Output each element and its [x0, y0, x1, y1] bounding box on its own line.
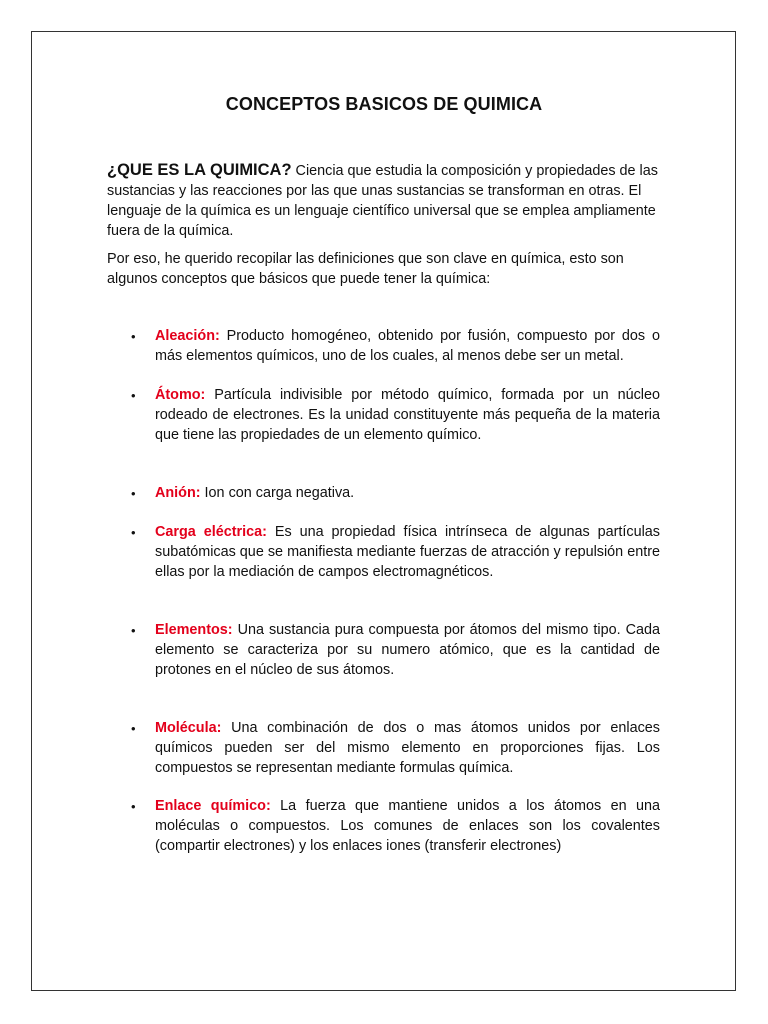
bullet-icon: •: [131, 623, 136, 638]
intro-text: Ciencia que estudia la composición y propiedades de las sustancias y las reacciones por las que unas sustancias se transforman en otras. El lenguaje de la química es un lenguaje científico universal que se emplea ampliamente fuera de la química.: [107, 163, 658, 239]
concept-term: Enlace químico:: [155, 798, 271, 814]
concept-definition: Una combinación de dos o mas átomos unidos por enlaces químicos pueden ser del mismo elemento en proporciones fijas. Los compuestos se representan mediante formulas química.: [155, 720, 660, 776]
document-title: CONCEPTOS BASICOS DE QUIMICA: [225, 94, 543, 114]
concept-body: [155, 386, 660, 445]
concept-item-molecula: [131, 719, 660, 778]
concept-term: Átomo:: [155, 387, 206, 403]
concept-term: Elementos:: [155, 622, 233, 638]
concept-term: Carga eléctrica:: [155, 524, 267, 540]
concept-item-carga-electrica: [131, 523, 660, 582]
concept-term: Aleación:: [155, 328, 220, 344]
bullet-icon: •: [131, 525, 136, 540]
concept-body: [155, 719, 660, 778]
concept-term: Molécula:: [155, 720, 222, 736]
concept-term: Anión:: [155, 485, 201, 501]
concept-item-elementos: [131, 621, 660, 680]
concept-body: [155, 484, 660, 504]
bullet-icon: •: [131, 388, 136, 403]
concept-body: [155, 621, 660, 680]
concept-item-atomo: [131, 386, 660, 445]
concept-definition: La fuerza que mantiene unidos a los átomos en una moléculas o compuestos. Los comunes de enlaces son los covalentes (compartir electrones) y los enlaces iones (transferir electrones): [155, 798, 660, 854]
intro-paragraph: [107, 160, 660, 241]
intro-second-paragraph: Por eso, he querido recopilar las definiciones que son clave en química, esto son algunos conceptos que básicos que puede tener la química:: [107, 251, 624, 287]
bullet-icon: •: [131, 799, 136, 814]
concept-definition: Producto homogéneo, obtenido por fusión, compuesto por dos o más elementos químicos, uno de los cuales, al menos debe ser un metal.: [155, 328, 660, 364]
concept-item-aleacion: [131, 327, 660, 367]
intro-lead-question: ¿QUE ES LA QUIMICA?: [107, 161, 292, 179]
bullet-icon: •: [131, 486, 136, 501]
concept-definition: Partícula indivisible por método químico, formada por un núcleo rodeado de electrones. Es la unidad constituyente más pequeña de la materia que tiene las propiedades de un elemento químico.: [155, 387, 660, 443]
concept-definition: Ion con carga negativa.: [200, 485, 355, 501]
concept-item-enlace-quimico: [131, 797, 660, 856]
concept-item-anion: [131, 484, 660, 504]
bullet-icon: •: [131, 329, 136, 344]
bullet-icon: •: [131, 721, 136, 736]
concept-definition: Es una propiedad física intrínseca de algunas partículas subatómicas que se manifiesta mediante fuerzas de atracción y repulsión entre ellas por la mediación de campos electromagnéticos.: [155, 524, 660, 580]
concept-body: [155, 797, 660, 856]
concept-body: [155, 523, 660, 582]
concept-definition: Una sustancia pura compuesta por átomos del mismo tipo. Cada elemento se caracteriza por su numero atómico, que es la cantidad de protones en el núcleo de sus átomos.: [155, 622, 660, 678]
concept-body: [155, 327, 660, 367]
